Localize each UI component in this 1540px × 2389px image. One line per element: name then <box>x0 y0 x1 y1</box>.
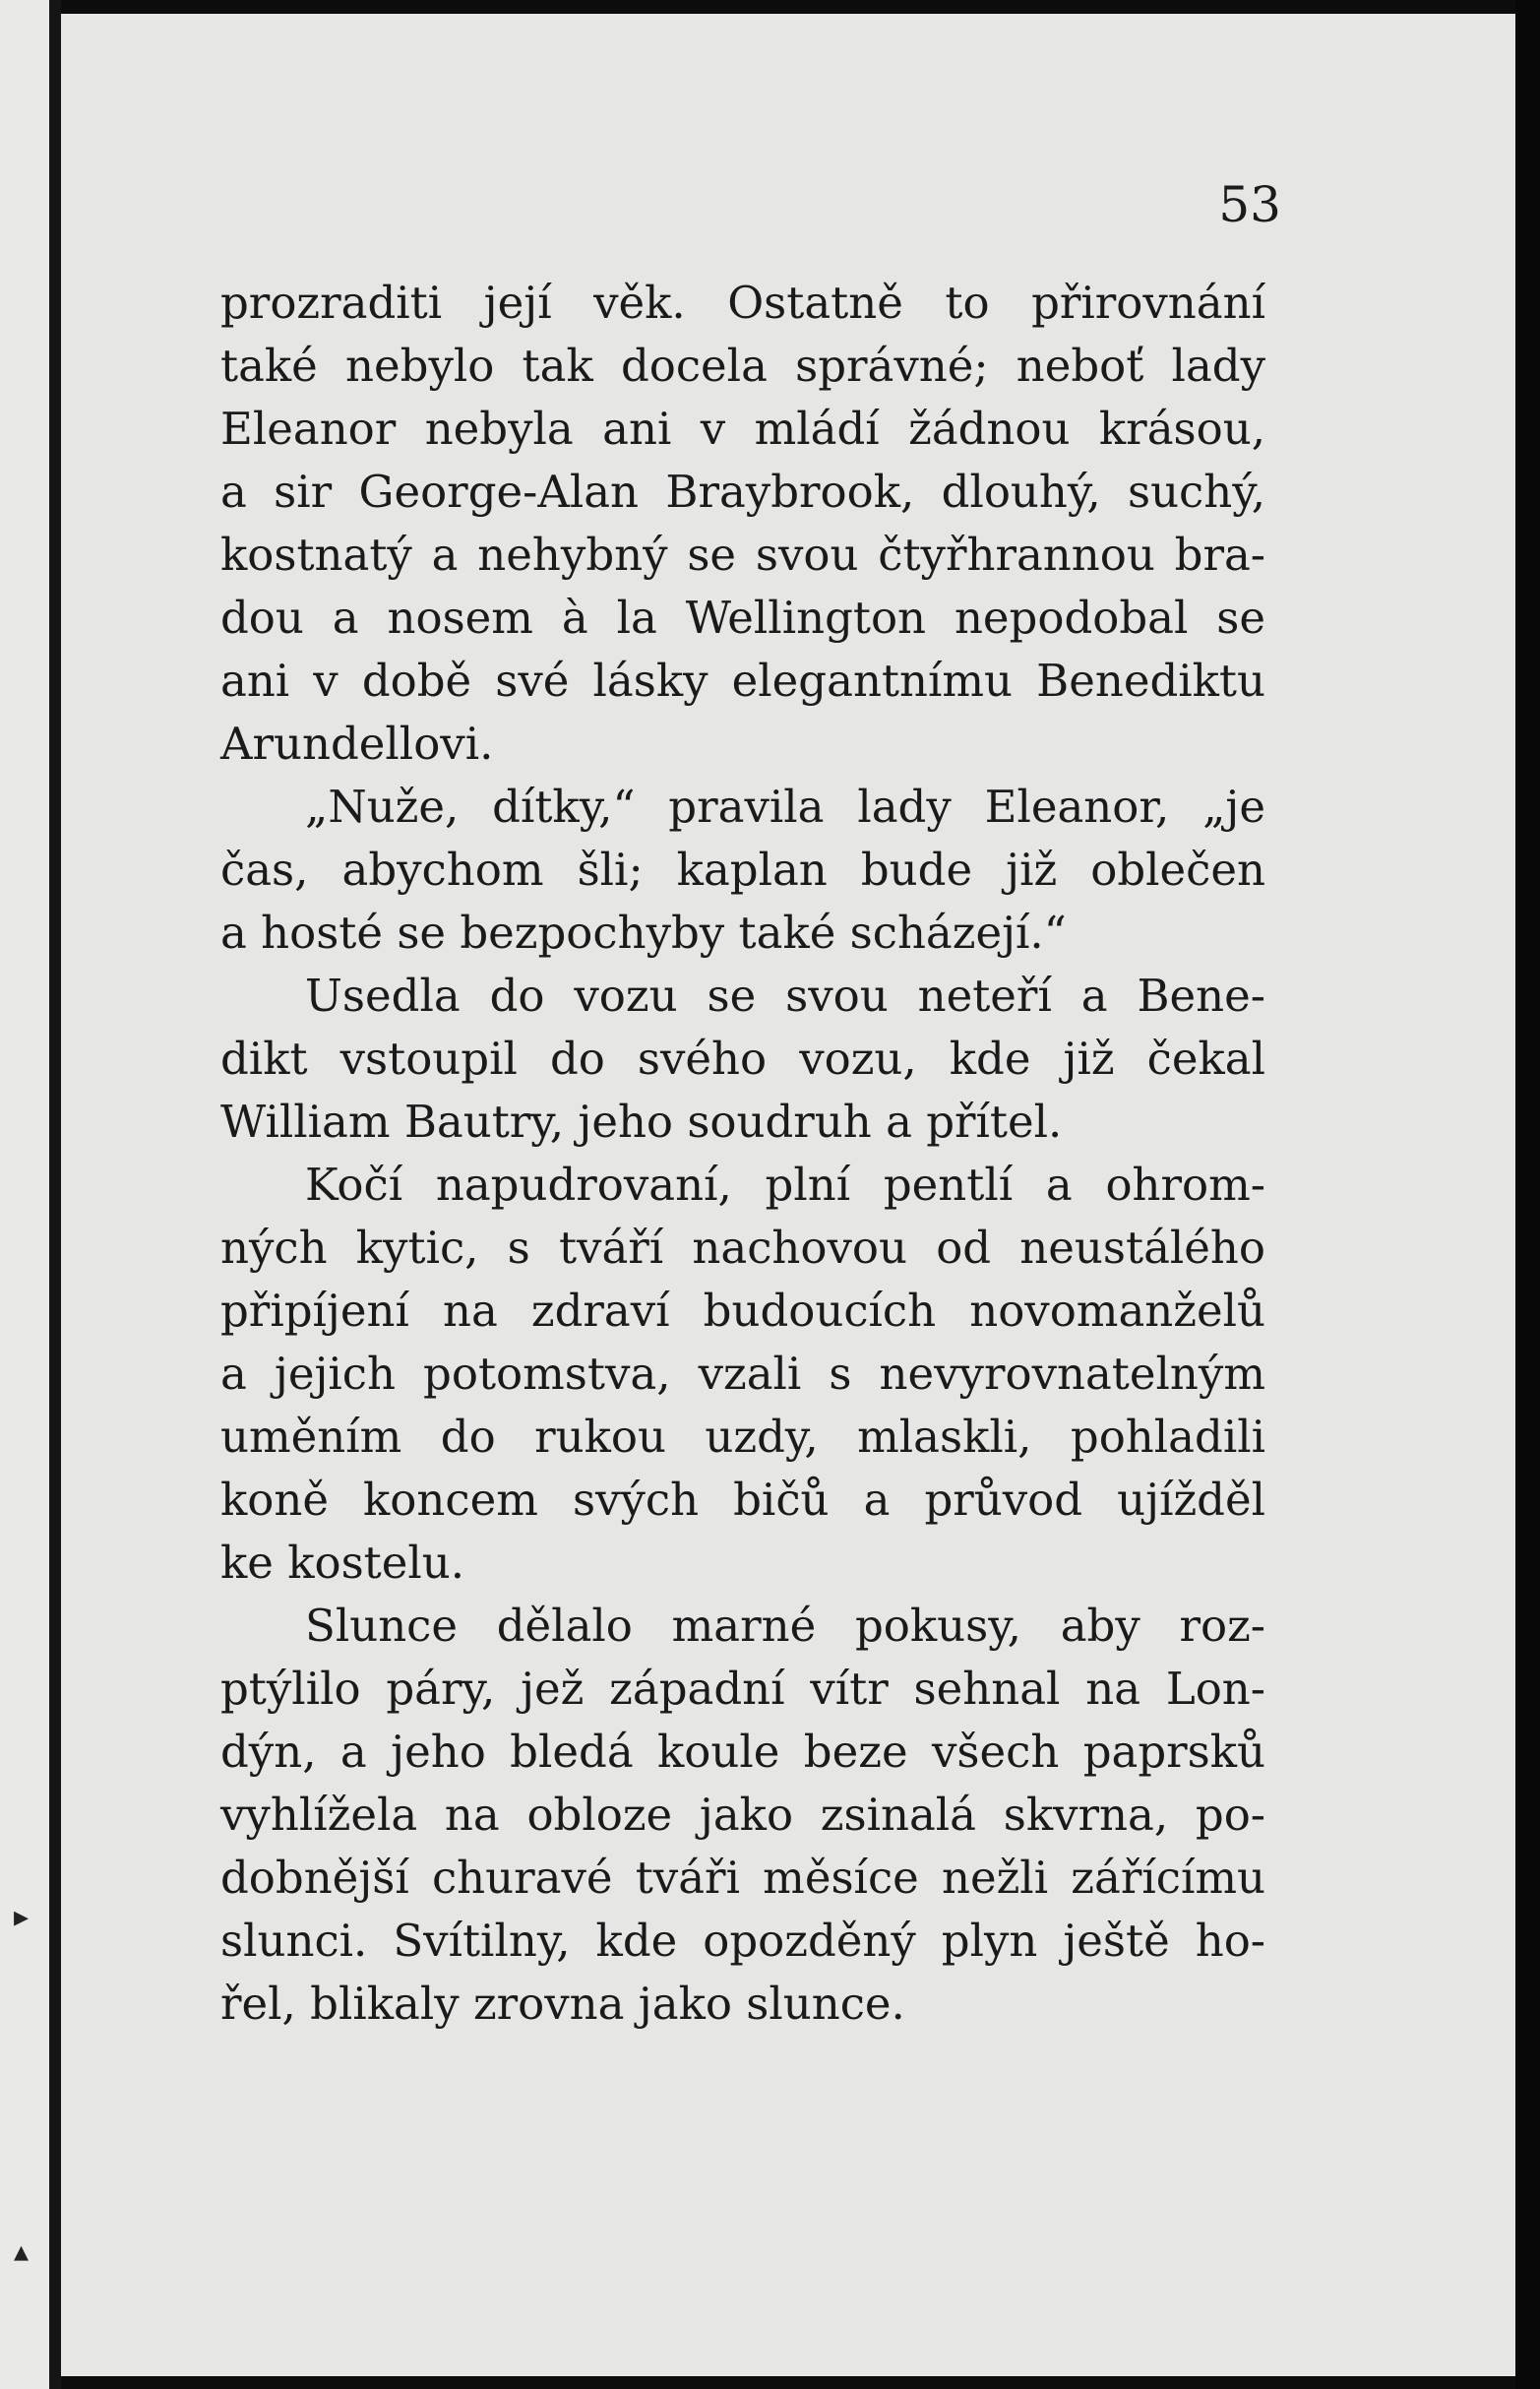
text-line: ani v době své lásky elegantnímu Benediktu <box>220 655 1265 707</box>
text-line: ných kytic, s tváří nachovou od neustálého <box>220 1222 1265 1274</box>
text-line: dikt vstoupil do svého vozu, kde již čekal <box>220 1033 1265 1085</box>
text-line: William Bautry, jeho soudruh a přítel. <box>220 1096 1063 1148</box>
text-line: vyhlížela na obloze jako zsinalá skvrna, po- <box>220 1789 1265 1841</box>
text-line: Kočí napudrovaní, plní pentlí a ohrom- <box>305 1159 1265 1211</box>
page-number: 53 <box>1218 176 1281 233</box>
text-line: Usedla do vozu se svou neteří a Bene- <box>305 970 1265 1022</box>
text-line: řel, blikaly zrovna jako slunce. <box>220 1978 905 2030</box>
text-line: kostnatý a nehybný se svou čtyřhrannou bra- <box>220 529 1265 581</box>
margin-tab-mark: ▴ <box>14 2234 30 2269</box>
text-line: také nebylo tak docela správné; neboť lady <box>220 340 1265 392</box>
text-line: Eleanor nebyla ani v mládí žádnou krásou, <box>220 403 1265 455</box>
text-line: a jejich potomstva, vzali s nevyrovnatelným <box>220 1348 1265 1400</box>
text-line: dýn, a jeho bledá koule beze všech paprsků <box>220 1726 1265 1778</box>
text-line: ptýlilo páry, jež západní vítr sehnal na Lon- <box>220 1663 1265 1715</box>
text-line: koně koncem svých bičů a průvod ujížděl <box>220 1474 1265 1526</box>
text-line: a sir George-Alan Braybrook, dlouhý, suchý, <box>220 466 1265 518</box>
text-line: Slunce dělalo marné pokusy, aby roz- <box>305 1600 1265 1652</box>
text-line: prozraditi její věk. Ostatně to přirovnání <box>220 277 1265 329</box>
text-line: „Nuže, dítky,“ pravila lady Eleanor, „je <box>305 781 1265 833</box>
text-line: slunci. Svítilny, kde opozděný plyn ještě ho- <box>220 1915 1265 1967</box>
text-line: uměním do rukou uzdy, mlaskli, pohladili <box>220 1411 1265 1463</box>
text-line: dobnější churavé tváři měsíce nežli zářícímu <box>220 1852 1265 1904</box>
text-line: připíjení na zdraví budoucích novomanželů <box>220 1285 1265 1337</box>
binding-gutter-shadow <box>49 0 61 2389</box>
margin-tab-mark: ▸ <box>14 1900 30 1934</box>
page-right-edge-shadow <box>1515 0 1540 2389</box>
body-text <box>220 272 1265 2036</box>
text-line: Arundellovi. <box>220 718 494 770</box>
text-line: dou a nosem à la Wellington nepodobal se <box>220 592 1265 644</box>
text-line: ke kostelu. <box>220 1537 465 1589</box>
text-line: a hosté se bezpochyby také scházejí.“ <box>220 907 1067 959</box>
text-line: čas, abychom šli; kaplan bude již oblečen <box>220 844 1265 896</box>
